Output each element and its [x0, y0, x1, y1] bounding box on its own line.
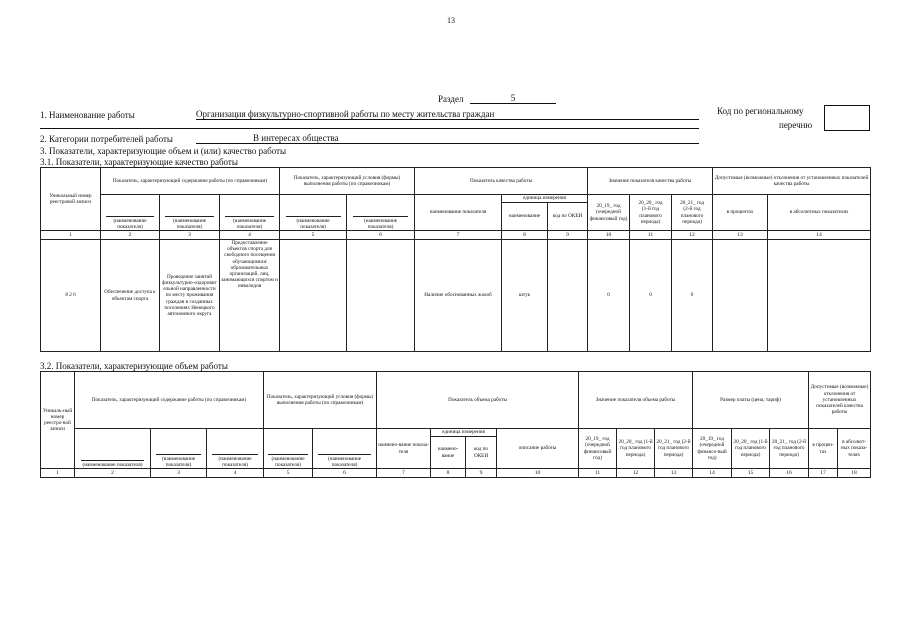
v-colnum: 9	[466, 469, 497, 478]
q-h-conditions: Показатель, характеризующий условия (формы) выполнения работы (по справочникам)	[280, 168, 415, 195]
q-h-unit-name: наименование	[502, 203, 548, 231]
reg-code-label-2: перечню	[779, 120, 813, 130]
q-colnum: 7	[415, 231, 502, 240]
v-h-sub-5: (наименование показателя)	[264, 429, 313, 469]
v-h-volume: Показатель объема работы	[377, 372, 579, 429]
v-h-unique: Уникаль-ный номер реестро-вой записи	[41, 372, 75, 469]
q-colnum: 13	[713, 231, 768, 240]
v-colnum: 13	[655, 469, 693, 478]
q-h-sub-5: (наименование показателя)	[280, 195, 347, 231]
q-h-percent: в процентах	[713, 195, 768, 231]
v-h-unit-name: наимено-вание	[431, 437, 466, 469]
v-h-percent: в процен-тах	[809, 429, 838, 469]
q-h-y2: 20_20_ год (1-й год планового периода)	[630, 195, 672, 231]
q-colnum: 5	[280, 231, 347, 240]
q-h-sub-3: (наименование показателя)	[160, 195, 220, 231]
v-colnum: 5	[264, 469, 313, 478]
q-cell-9	[548, 240, 588, 352]
q-cell-6	[347, 240, 415, 352]
q-h-sub-4: (наименование показателя)	[220, 195, 280, 231]
q-colnum: 8	[502, 231, 548, 240]
work-name-label: 1. Наименование работы	[40, 110, 135, 120]
v-colnum: 11	[579, 469, 617, 478]
q-h-okei: код по ОКЕИ	[548, 203, 588, 231]
q-colnum: 10	[588, 231, 630, 240]
volume-title: 3.2. Показатели, характеризующие объем работы	[40, 361, 228, 371]
v-colnum: 2	[75, 469, 151, 478]
v-h-p3: 20_21_ год (2-й год планового периода)	[770, 429, 809, 469]
q-cell-8: штук	[502, 240, 548, 352]
v-h-content: Показатель, характеризующий содержание работы (по справочникам)	[75, 372, 264, 429]
v-h-conditions: Показатель, характеризующий условия (формы) выполнения работы (по справочникам)	[264, 372, 377, 429]
q-h-sub-6: (наименование показателя)	[347, 195, 415, 231]
v-h-y2: 20_20_ год (1-й год планового периода)	[617, 429, 655, 469]
v-colnum: 6	[313, 469, 377, 478]
v-h-deviation: Допустимые (возможные) отклонения от установленных показателей качества работы	[809, 372, 871, 429]
q-cell-11: 0	[630, 240, 672, 352]
q-cell-3: Проведение занятий физкультурно-оздоровит ельной направленности по месту проживания граждан в созданных поселениях Ненецкого автономного округа	[160, 240, 220, 352]
v-colnum: 12	[617, 469, 655, 478]
q-h-y1: 20_19_ год (очередной финансовый год)	[588, 195, 630, 231]
q-colnum: 11	[630, 231, 672, 240]
v-h-p2: 20_20_ год (1-й год планового периода)	[732, 429, 770, 469]
volume-table	[40, 371, 871, 478]
v-colnum: 14	[693, 469, 732, 478]
v-h-unit: единица измерения	[431, 429, 497, 437]
v-colnum: 16	[770, 469, 809, 478]
indicators-title: 3. Показатели, характеризующие объем и (или) качество работы	[40, 146, 287, 156]
v-h-p1: 20_19_ год (очередной финансо-вый год)	[693, 429, 732, 469]
consumers-label: 2. Категории потребителей работы	[40, 134, 173, 144]
q-cell-5	[280, 240, 347, 352]
quality-title: 3.1. Показатели, характеризующие качество работы	[40, 157, 238, 167]
q-h-quality: Показатель качества работы	[415, 168, 588, 195]
q-cell-4: Предоставление объектов спорта для свободного посещения обучающимися образовательных организаций, лиц, занимающихся спортом и инвалидов	[220, 240, 280, 352]
work-name-line-2	[40, 128, 699, 129]
q-cell-12: 0	[672, 240, 713, 352]
consumers-value: В интересах общества	[196, 133, 699, 144]
q-cell-2: Обеспечение доступа к объектам спорта	[101, 240, 160, 352]
q-colnum: 6	[347, 231, 415, 240]
v-h-sub-4: (наименование показателя)	[207, 429, 264, 469]
q-colnum: 2	[101, 231, 160, 240]
v-h-absolute: в абсолют-ных показа-телях	[838, 429, 871, 469]
q-cell-7: Наличие обоснованных жалоб	[415, 240, 502, 352]
v-colnum: 1	[41, 469, 75, 478]
v-h-sub-2: (наименование показателя)	[75, 429, 151, 469]
v-colnum: 10	[497, 469, 579, 478]
v-colnum: 17	[809, 469, 838, 478]
v-h-y3: 20_21_ год (2-й год планового периода)	[655, 429, 693, 469]
q-h-deviation: Допустимые (возможные) отклонения от установленных показателей качества работы	[713, 168, 871, 195]
q-cell-14	[768, 240, 871, 352]
q-h-value: Значение показателя качества работы	[588, 168, 713, 195]
q-cell-13	[713, 240, 768, 352]
q-colnum: 4	[220, 231, 280, 240]
work-name-value: Организация физкультурно-спортивной работы по месту жительства граждан	[196, 109, 699, 120]
q-cell-unique: 8 2 6	[41, 240, 101, 352]
v-colnum: 18	[838, 469, 871, 478]
q-colnum: 14	[768, 231, 871, 240]
v-h-y1: 20_19_ год (очередной финансовый год)	[579, 429, 617, 469]
section-number: 5	[470, 93, 556, 104]
v-h-value: Значение показателя объема работы	[579, 372, 693, 429]
v-h-ind-name: наимено-вание показа-теля	[377, 429, 431, 469]
v-h-sub-6: (наименование показателя)	[313, 429, 377, 469]
q-colnum: 9	[548, 231, 588, 240]
q-h-content: Показатель, характеризующий содержание работы (по справочникам)	[101, 168, 280, 195]
q-h-unit: единица измерения	[502, 195, 588, 203]
v-colnum: 7	[377, 469, 431, 478]
v-h-price: Размер платы (цена, тариф)	[693, 372, 809, 429]
q-h-absolute: в абсолютных показателях	[768, 195, 871, 231]
q-h-unique: Уникальный номер реестровой записи	[41, 168, 101, 231]
v-colnum: 8	[431, 469, 466, 478]
reg-code-box[interactable]	[824, 105, 870, 131]
page-number: 13	[447, 16, 455, 25]
section-label: Раздел	[438, 94, 464, 104]
reg-code-label: Код по региональному	[717, 106, 804, 116]
v-h-work-desc: описание работы	[497, 429, 579, 469]
q-h-sub-2: (наименование показателя)	[101, 195, 160, 231]
q-h-y3: 20_21_ год (2-й год планового периода)	[672, 195, 713, 231]
v-colnum: 4	[207, 469, 264, 478]
v-colnum: 3	[151, 469, 207, 478]
v-h-sub-3: (наименование показателя)	[151, 429, 207, 469]
q-colnum: 12	[672, 231, 713, 240]
q-colnum: 1	[41, 231, 101, 240]
quality-table	[40, 167, 871, 352]
q-colnum: 3	[160, 231, 220, 240]
v-colnum: 15	[732, 469, 770, 478]
v-h-okei: код по ОКЕИ	[466, 437, 497, 469]
q-cell-10: 0	[588, 240, 630, 352]
q-h-ind-name: наименование показателя	[415, 195, 502, 231]
